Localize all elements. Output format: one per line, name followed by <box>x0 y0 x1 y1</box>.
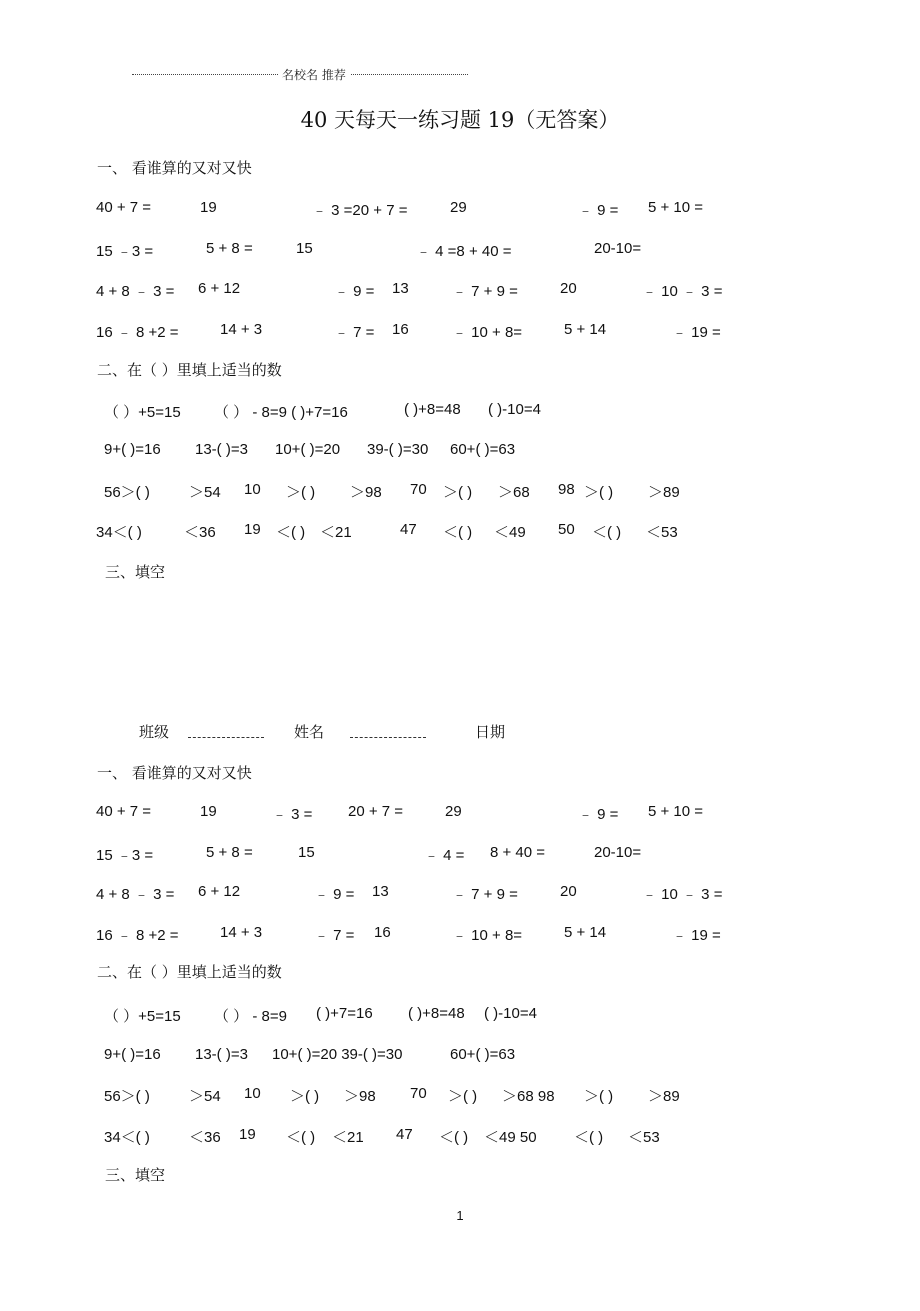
s2-r8-c2: ＜36 <box>189 1129 221 1146</box>
s2-r4-c4: 16 <box>374 924 391 941</box>
s2-r2-c1: 15 ﹣3 = <box>96 847 154 864</box>
s1-r8-c8: ＜49 <box>494 524 526 541</box>
s1-r7-c4: ＞( ) <box>286 484 316 501</box>
s1-r7-c1: 56＞( ) <box>104 484 150 501</box>
s1-r6-c5: 60+( )=63 <box>450 441 516 458</box>
s1-r7-c2: ＞54 <box>189 484 221 501</box>
s1-r1-c5: ﹣ 9 = <box>578 202 619 219</box>
section-3-heading: 三、填空 <box>105 563 166 581</box>
s2-r3-c5: ﹣ 7 + 9 = <box>452 886 518 903</box>
s1-r2-c3: 15 <box>296 240 313 257</box>
s2-r7-c3: 10 <box>244 1085 261 1102</box>
s1-r8-c2: ＜36 <box>184 524 216 541</box>
s1-r4-c6: 5 + 14 <box>564 321 607 338</box>
s1-r1-c2: 19 <box>200 199 217 216</box>
s2-r6-c1: 9+( )=16 <box>104 1046 161 1063</box>
s1-r3-c3: ﹣ 9 = <box>334 283 375 300</box>
s1-r8-c6: 47 <box>400 521 417 538</box>
s1-r6-c3: 10+( )=20 <box>275 441 341 458</box>
class-blank <box>188 737 264 738</box>
s2-r8-c4: ＜( ) <box>286 1129 316 1146</box>
s1-r8-c11: ＜53 <box>646 524 678 541</box>
s2-r7-c1: 56＞( ) <box>104 1088 150 1105</box>
s2-r3-c3: ﹣ 9 = <box>314 886 355 903</box>
s2-r1-c4: 20 + 7 = <box>348 803 404 820</box>
s1-r7-c10: ＞( ) <box>584 484 614 501</box>
s2-r3-c1: 4 + 8 ﹣ 3 = <box>96 886 175 903</box>
s2-r2-c5: 8 + 40 = <box>490 844 546 861</box>
s2-r4-c1: 16 ﹣ 8 +2 = <box>96 927 179 944</box>
s2-r5-c4: ( )+8=48 <box>408 1005 465 1022</box>
s2-r8-c7: ＜( ) <box>439 1129 469 1146</box>
s1-r8-c3: 19 <box>244 521 261 538</box>
s1-r4-c5: ﹣ 10 + 8= <box>452 324 523 341</box>
s1-r1-c6: 5 + 10 = <box>648 199 704 216</box>
s1-r2-c2: 5 + 8 = <box>206 240 253 257</box>
s2-r1-c5: 29 <box>445 803 462 820</box>
s1-r3-c7: ﹣ 10 ﹣ 3 = <box>642 283 723 300</box>
header-text: 名校名 推荐 <box>278 66 350 83</box>
s1-r3-c2: 6 + 12 <box>198 280 241 297</box>
name-blank <box>350 737 426 738</box>
s2-r8-c3: 19 <box>239 1126 256 1143</box>
s2-r4-c2: 14 + 3 <box>220 924 263 941</box>
s2-r8-c8: ＜49 50 <box>484 1129 537 1146</box>
s1-r4-c3: ﹣ 7 = <box>334 324 375 341</box>
s2-r7-c5: ＞98 <box>344 1088 376 1105</box>
section-3-heading-copy: 三、填空 <box>105 1166 166 1184</box>
s2-r1-c7: 5 + 10 = <box>648 803 704 820</box>
s2-r7-c2: ＞54 <box>189 1088 221 1105</box>
s1-r7-c3: 10 <box>244 481 261 498</box>
s2-r4-c5: ﹣ 10 + 8= <box>452 927 523 944</box>
s2-r2-c2: 5 + 8 = <box>206 844 253 861</box>
s2-r1-c3: ﹣ 3 = <box>272 806 313 823</box>
s1-r6-c4: 39-( )=30 <box>367 441 429 458</box>
name-label: 姓名 <box>294 723 325 741</box>
s2-r7-c4: ＞( ) <box>290 1088 320 1105</box>
s1-r8-c7: ＜( ) <box>443 524 473 541</box>
s1-r4-c7: ﹣ 19 = <box>672 324 721 341</box>
s1-r8-c4: ＜( ) <box>276 524 306 541</box>
s1-r5-c2: （ ） - 8=9 ( )+7=16 <box>214 404 348 421</box>
s1-r3-c1: 4 + 8 ﹣ 3 = <box>96 283 175 300</box>
s2-r3-c4: 13 <box>372 883 389 900</box>
s2-r3-c6: 20 <box>560 883 577 900</box>
s1-r6-c2: 13-( )=3 <box>195 441 248 458</box>
s2-r4-c3: ﹣ 7 = <box>314 927 355 944</box>
s2-r8-c1: 34＜( ) <box>104 1129 150 1146</box>
s1-r1-c3: ﹣ 3 =20 + 7 = <box>312 202 408 219</box>
s2-r7-c6: 70 <box>410 1085 427 1102</box>
s1-r7-c8: ＞68 <box>498 484 530 501</box>
s1-r8-c9: 50 <box>558 521 575 538</box>
s2-r8-c6: 47 <box>396 1126 413 1143</box>
date-label: 日期 <box>475 723 506 741</box>
class-label: 班级 <box>139 723 170 741</box>
section-1-heading: 一、 看谁算的又对又快 <box>97 159 252 177</box>
s1-r2-c1: 15 ﹣3 = <box>96 243 154 260</box>
s2-r5-c1: （ ）+5=15 <box>104 1008 181 1025</box>
s2-r7-c8: ＞68 98 <box>502 1088 555 1105</box>
section-1-heading-copy: 一、 看谁算的又对又快 <box>97 764 252 782</box>
s1-r6-c1: 9+( )=16 <box>104 441 161 458</box>
s2-r6-c4: 60+( )=63 <box>450 1046 516 1063</box>
s2-r5-c3: ( )+7=16 <box>316 1005 373 1022</box>
s2-r7-c10: ＞89 <box>648 1088 680 1105</box>
s1-r1-c4: 29 <box>450 199 467 216</box>
s2-r4-c6: 5 + 14 <box>564 924 607 941</box>
s1-r2-c4: ﹣ 4 =8 + 40 = <box>416 243 512 260</box>
s1-r4-c2: 14 + 3 <box>220 321 263 338</box>
s1-r3-c4: 13 <box>392 280 409 297</box>
s2-r7-c9: ＞( ) <box>584 1088 614 1105</box>
s1-r2-c5: 20-10= <box>594 240 642 257</box>
s1-r4-c4: 16 <box>392 321 409 338</box>
s2-r1-c6: ﹣ 9 = <box>578 806 619 823</box>
s1-r8-c1: 34＜( ) <box>96 524 142 541</box>
s2-r8-c10: ＜53 <box>628 1129 660 1146</box>
page-title: 40 天每天一练习题 19（无答案） <box>300 108 620 132</box>
s1-r7-c5: ＞98 <box>350 484 382 501</box>
s1-r5-c3: ( )+8=48 <box>404 401 461 418</box>
s2-r1-c2: 19 <box>200 803 217 820</box>
s2-r6-c2: 13-( )=3 <box>195 1046 248 1063</box>
s1-r4-c1: 16 ﹣ 8 +2 = <box>96 324 179 341</box>
section-2-heading-copy: 二、在（ ）里填上适当的数 <box>97 963 282 981</box>
s1-r8-c10: ＜( ) <box>592 524 622 541</box>
s2-r3-c7: ﹣ 10 ﹣ 3 = <box>642 886 723 903</box>
s1-r1-c1: 40 + 7 = <box>96 199 152 216</box>
s2-r8-c5: ＜21 <box>332 1129 364 1146</box>
s2-r6-c3: 10+( )=20 39-( )=30 <box>272 1046 403 1063</box>
s2-r4-c7: ﹣ 19 = <box>672 927 721 944</box>
s1-r5-c4: ( )-10=4 <box>488 401 541 418</box>
section-2-heading: 二、在（ ）里填上适当的数 <box>97 361 282 379</box>
s1-r8-c5: ＜21 <box>320 524 352 541</box>
s1-r3-c5: ﹣ 7 + 9 = <box>452 283 518 300</box>
s2-r3-c2: 6 + 12 <box>198 883 241 900</box>
s1-r5-c1: （ ）+5=15 <box>104 404 181 421</box>
s1-r7-c7: ＞( ) <box>443 484 473 501</box>
s1-r7-c6: 70 <box>410 481 427 498</box>
page-number: 1 <box>456 1208 464 1223</box>
s2-r5-c2: （ ） - 8=9 <box>214 1008 287 1025</box>
s2-r2-c3: 15 <box>298 844 315 861</box>
s1-r7-c9: 98 <box>558 481 575 498</box>
s2-r2-c6: 20-10= <box>594 844 642 861</box>
s2-r1-c1: 40 + 7 = <box>96 803 152 820</box>
s2-r2-c4: ﹣ 4 = <box>424 847 465 864</box>
s2-r5-c5: ( )-10=4 <box>484 1005 537 1022</box>
s1-r3-c6: 20 <box>560 280 577 297</box>
s2-r8-c9: ＜( ) <box>574 1129 604 1146</box>
s1-r7-c11: ＞89 <box>648 484 680 501</box>
s2-r7-c7: ＞( ) <box>448 1088 478 1105</box>
